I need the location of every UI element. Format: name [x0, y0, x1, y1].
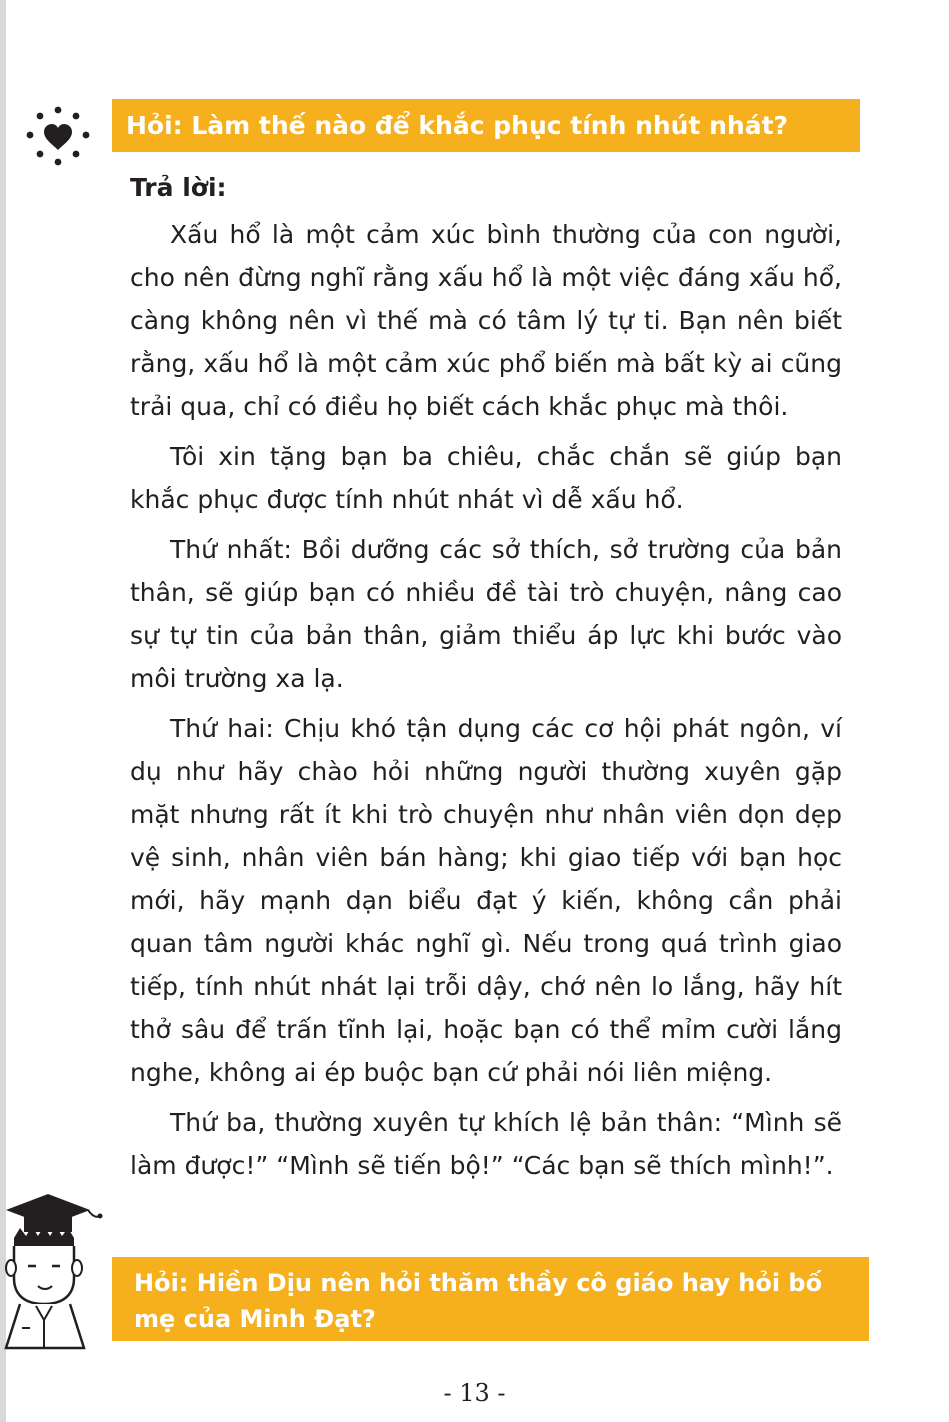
heart-dots-icon	[22, 104, 94, 170]
student-graduation-cap-icon	[0, 1188, 110, 1363]
paragraph: Thứ ba, thường xuyên tự khích lệ bản thân: “Mình sẽ làm được!” “Mình sẽ tiến bộ!” “Các bạn sẽ thích mình!”.	[130, 1108, 842, 1180]
paragraph: Thứ nhất: Bồi dưỡng các sở thích, sở trường của bản thân, sẽ giúp bạn có nhiều đề tài trò chuyện, nâng cao sự tự tin của bản thân, giảm thiểu áp lực khi bước vào môi trường xa lạ.	[130, 535, 842, 693]
answer-body	[130, 213, 842, 1194]
paragraph: Tôi xin tặng bạn ba chiêu, chắc chắn sẽ giúp bạn khắc phục được tính nhút nhát vì dễ xấu hổ.	[130, 442, 842, 514]
answer-label: Trả lời:	[130, 173, 227, 202]
page-number: - 13 -	[443, 1379, 506, 1407]
paragraph: Xấu hổ là một cảm xúc bình thường của con người, cho nên đừng nghĩ rằng xấu hổ là một việc đáng xấu hổ, càng không nên vì thế mà có tâm lý tự ti. Bạn nên biết rằng, xấu hổ là một cảm xúc phổ biến mà bất kỳ ai cũng trải qua, chỉ có điều họ biết cách khắc phục mà thôi.	[130, 220, 842, 421]
paragraph: Thứ hai: Chịu khó tận dụng các cơ hội phát ngôn, ví dụ như hãy chào hỏi những người thường xuyên gặp mặt nhưng rất ít khi trò chuyện như nhân viên dọn dẹp vệ sinh, nhân viên bán hàng; khi giao tiếp với bạn học mới, hãy mạnh dạn biểu đạt ý kiến, không cần phải quan tâm người khác nghĩ gì. Nếu trong quá trình giao tiếp, tính nhút nhát lại trỗi dậy, chớ nên lo lắng, hãy hít thở sâu để trấn tĩnh lại, hoặc bạn có thể mỉm cười lắng nghe, không ai ép buộc bạn cứ phải nói liên miệng.	[130, 714, 842, 1087]
question-banner-2: Hỏi: Hiền Dịu nên hỏi thăm thầy cô giáo hay hỏi bố mẹ của Minh Đạt?	[112, 1257, 869, 1341]
question-banner-1: Hỏi: Làm thế nào để khắc phục tính nhút nhát?	[112, 99, 860, 152]
